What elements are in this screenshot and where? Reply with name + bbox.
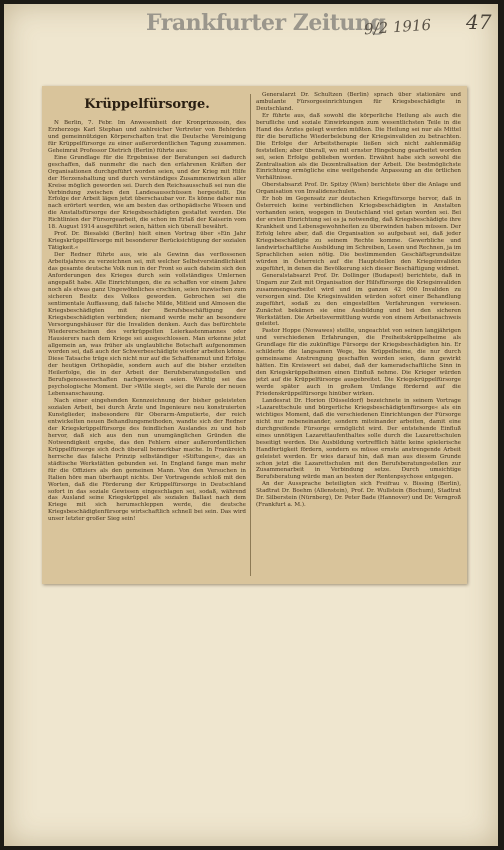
article-headline: Krüppelfürsorge. (84, 97, 210, 112)
paragraph: Pastor Hoppe (Nowawes) stellte, ungeachtet von seinen langjährigen und verschiedenen Erfahrungen, die Freiheitskrüppelheime als Grundlage für die zukünftige Fürsorge der Kriegsbeschädigten hin. Er schilderte die langsamen Wege, bis Krüppelheime, die nur durch gemeinsame Anstrengung geschaffen worden seien, dann gewirkt hätten. Ein Kreiswert sei dabei, daß der kameradschaftliche Sinn in den Kriegskrüppelheimen einen Einfluß nehme. Die Krieger würden jetzt auf die Krüppelfürsorge ausgebreitet. Die Kriegskrüppelfürsorge werde später auch in großem Umfange fördernd auf die Friedenskrüppelfürsorge hinüber wirken. (256, 328, 461, 397)
paragraph: Er hob im Gegensatz zur deutschen Kriegsfürsorge hervor, daß in Österreich keine verbindlichen Kriegsbeschädigten in Anstalten vorhanden seien, wogegen in Deutschland viel getan worden sei. Bei der ersten Einrichtung sei es ja notwendig, daß Kriegsbeschädigte ihre Krankheit und Lebensgewohnheiten zu überwinden haben müssen. Der Erfolg lehre aber, daß die Organisation so aufgebaut sei, daß jeder Kriegsbeschädigte zu seinem Rechte komme. Gewerbliche und landwirtschaftliche Ausbildung im Schreiben, Lesen und Rechnen, ja im Sprachlichen seien nötig. Die bestimmenden Geschäftsgrundsätze würden in Österreich auf die Hauptstellen den Kriegsinvaliden zugeführt, in denen die Bevölkerung sich dieser Beschäftigung widmet. (256, 196, 461, 272)
archive-sheet (4, 4, 498, 846)
handwritten-date: 9/2 1916 (363, 15, 432, 39)
paragraph: Prof. Dr. Biesalski (Berlin) hielt einen Vortrag über »Ein Jahr Kriegskrüppelfürsorge mit besonderer Berücksichtigung der sozialen Tätigkeit.« (48, 231, 246, 252)
article-column-right (256, 92, 461, 578)
paragraph: Landesrat Dr. Horion (Düsseldorf) bezeichnete in seinem Vortrage »Lazarettschule und bürgerliche Kriegsbeschädigtenfürsorge« als ein wichtiges Moment, daß die verschiedenen Einrichtungen der Fürsorge nicht nur nebeneinander, sondern miteinander arbeiten, damit eine durchgreifende Fürsorge ermöglicht wird. Der entstehende Einfluß eines unnötigen Lazarettaufenthaltes solle durch die Lazarettschulen beseitigt werden. Die Ausbildung vortrefflich hätte keine spielerische Handfertigkeit fördern, sondern es müsse ernste anstrengende Arbeit geleistet werden. Er wies darauf hin, daß man aus diesem Grunde schon jetzt die Lazarettschulen mit den Berufsberatungsstellen zur Zusammenarbeit in Verbindung setze. Durch umsichtige Berufsberatung würde man an besten der Rentenpsychose entgegen. (256, 397, 461, 481)
paragraph: Er führte aus, daß sowohl die körperliche Heilung als auch die berufliche und soziale Einwirkungen zum wesentlichsten Teile in die Hand des Arztes gelegt werden müßten. Die Heilung sei nur als Mittel für die berufliche Wiederbelebung der Kriegsinvaliden zu betrachten. Die Erfolge der Arbeitstherapie ließen sich nicht zahlenmäßig feststellen; aber überall, wo mit ernster Hingebung gearbeitet worden sei, seien Erfolge geblieben worden. Erwähnt habe sich sowohl die Zentralisation als die Dezentralisation der Arbeit. Die bestmöglichste Einrichtung ermögliche eine weitgehende Anpassung an die örtlichen Verhältnisse. (256, 112, 461, 182)
newspaper-masthead-stamp: Frankfurter Zeitung (146, 10, 386, 36)
column-divider (250, 94, 251, 576)
paragraph: N Berlin, 7. Febr. Im Anwesenheit der Kronprinzessin, des Erzherzogs Karl Stephan und zahlreicher Vertreter von Behörden und gemeinnützigen Körperschaften trat die Deutsche Vereinigung für Krüppelfürsorge zu einer außerordentlichen Tagung zusammen. Geheimrat Professor Dietrich (Berlin) führte aus: (48, 120, 246, 154)
article-column-left (48, 92, 246, 578)
paragraph: Der Redner führte aus, wie als Gewinn das verflossenen Arbeitsjahres zu verzeichnen sei, mit welcher Selbstverständlichkeit das gesamte deutsche Volk nun in der Front so auch daheim sich den Anforderungen des Krieges durch sein vollständiges Umlernen angepaßt habe. Alle Einrichtungen, die zu schaffen vor einem Jahre noch als etwas ganz Ungewöhnliches erschien, seien inzwischen zum sicheren Besitz des Volkes geworden. Gebrochen sei die sentimentale Auffassung, daß falsche Milde, Mitleid und Almosen die Kriegsbeschädigten mit der Berufsbeschäftigung der Kriegsbeschädigten verbinden; niemand werde mehr an besondere Versorgungshäuser für die Invaliden denken. Auch das befürchtete Wiedererscheinen des verkrüppelten Leierkastenmannes oder Hausierers nach dem Kriege sei ausgeschlossen. Man erkenne jetzt allgemein an, was früher als unglaubliche Botschaft aufgenommen worden sei, daß auch der Schwerbeschädigte wieder arbeiten könne. Diese Tatsache trüge sich nicht nur auf die Schaffensmut und Erfolge der heutigen Orthopädie, sondern auch auf die bisher erzielten Heilerfolge, die in der Arbeit der Berufsberatungsstellen und Berufsgenossenschaften nachgewiesen seien. Wichtig sei das psychologische Moment. Der »Wille siegt«, sei die Parole der neuen Lebensanschauung. (48, 252, 246, 398)
paragraph: An der Aussprache beteiligten sich Freifrau v. Bissing (Berlin), Stadtrat Dr. Boehm (Allenstein), Prof. Dr. Wullstein (Bochum), Stadtrat Dr. Silberstein (Nürnberg), Dr. Peter Bade (Hannover) und Dr. Verngroß (Frankfurt a. M.). (256, 481, 461, 509)
paragraph: Eine Grundlage für die Ergebnisse der Beratungen sei dadurch geschaffen, daß nunmehr die nach den erfahrenen Kräften der Organisationen durchgeführt worden seien, und der Krieg mit Hilfe der Herzenshaltung und durch verständiges Zusammenwirken aller Kreise möglich geworden sei. Durch den Reichsausschuß sei nun die Verbindung zwischen den Landesausschüssen hergestellt. Die Erfolge der Arbeit lägen jetzt überschaubar vor. Es könne daher nun nach erörtert werden, wie am besten das orthopädische Wissen und die Anstaltsfürsorge der Kriegsbeschädigten gestaltet werden. Die Richtlinien der Fürsorgearbeit, die schon im Erlaß der Kaiserin vom 18. August 1914 ausgeführt seien, hätten sich überall bewährt. (48, 154, 246, 231)
paragraph: Generalstabsarzt Prof. Dr. Dollinger (Budapest) berichtete, daß in Ungarn zur Zeit mit Organisation der Hilfsfürsorge die Kriegsinvaliden zusammengearbeitet wird und im ganzen 42 000 Invaliden zu versorgen sind. Die Kriegsinvaliden würden sofort einer Behandlung zugeführt, sodaß zu den eingestellten Verfahrungen verwiesen. Zunächst bekämen sie eine Ausbildung und bei den sicheren Werkstätten. Die Arbeitsvermittlung wurde von einem Arbeitsnachweis geleitet. (256, 272, 461, 328)
paragraph: Oberstabsarzt Prof. Dr. Spitzy (Wien) berichtete über die Anlage und Organisation von Invalidenschulen. (256, 182, 461, 196)
paragraph: Nach einer eingehenden Kennzeichnung der bisher geleisteten sozialen Arbeit, bei durch Ärzte und Ingenieure neu konstruierten Kunstglieder, insbesondere für Oberarm-Amputierte, der reich entwickelten neuen Behandlungsmethoden, wandte sich der Redner der Kriegskrüppelfürsorge des feindlichen Auslandes zu und hob hervor, daß sich aus den nun unumgänglichen Gründen die Notwendigkeit ergebe, das den Fehlern einer außerordentlichen Krüppelfürsorge sich doch überall bemerkbar mache. In Frankreich herrsche das falsche Prinzip selbständiger »Stiftungen«, das an städtische Werkstätten gebunden sei. In England fange man mehr für die Offiziers als den gemeinen Mann. Von den Versuchen in Italien höre man überhaupt nichts. Der Vortragende schloß mit den Worten, daß die Förderung der Krüppelfürsorge in Deutschland sofort in das soziale Gewissen eingeschlagen sei, sodaß, während das Ausland seine Kriegskrüppel als sozialen Ballast nach dem Kriege mit sich herumschleppen werde, die deutsche Kriegsbeschädigtenfürsorge wirtschaftlich schnell bei sein. Das wird unser letzter großer Sieg sein! (48, 398, 246, 523)
newspaper-clipping (42, 86, 467, 584)
handwritten-sheet-number: 47 (466, 10, 492, 34)
paragraph: Generalarzt Dr. Schultzen (Berlin) sprach über stationäre und ambulante Fürsorgeeinrichtungen für Kriegsbeschädigte in Deutschland. (256, 92, 461, 112)
